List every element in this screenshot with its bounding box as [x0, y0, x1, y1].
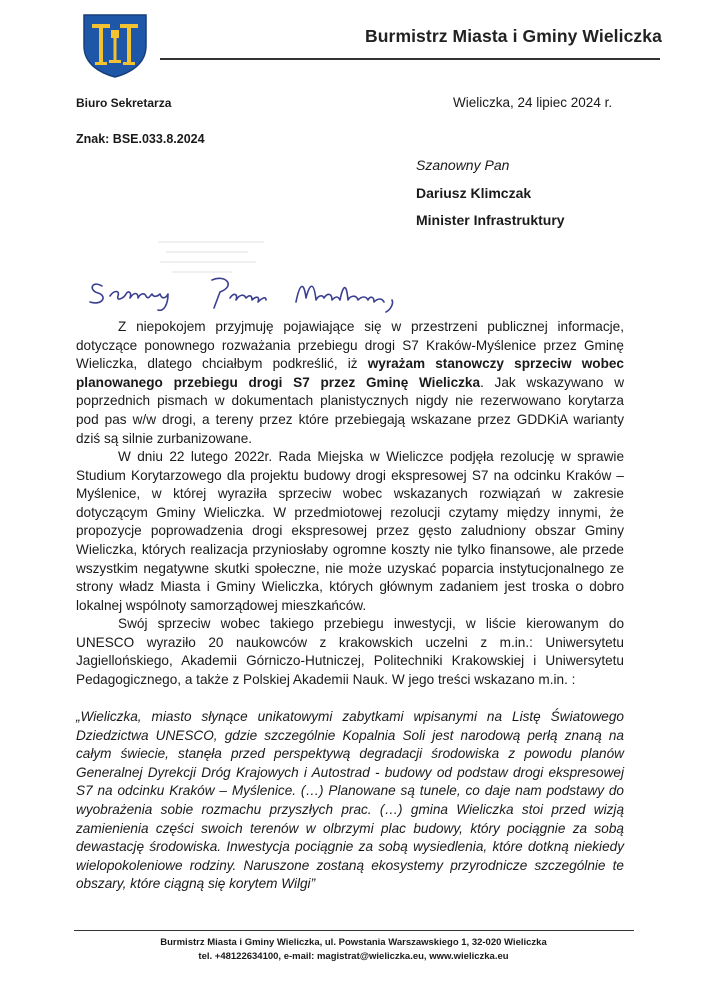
paragraph-3: Swój sprzeciw wobec takiego przebiegu inwestycji, w liście kierowanym do UNESCO wyraziło 20 naukowców z krakowskich uczelni z m.in.: Uniwersytetu Jagiellońskiego, Akademii Górniczo-Hutniczej, Politechniki Krakowskiej i Uniwersytetu Pedagogicznego, a także z Polskiej Akademii Nauk. W jego treści wskazano m.in. :: [76, 616, 624, 687]
footer-address: Burmistrz Miasta i Gminy Wieliczka, ul. Powstania Warszawskiego 1, 32-020 Wieliczka: [160, 937, 547, 948]
handwritten-greeting: [80, 268, 420, 316]
letter-date: Wieliczka, 24 lipiec 2024 r.: [453, 95, 613, 110]
footer-divider: [74, 930, 634, 931]
addressee-title: Minister Infrastruktury: [416, 212, 565, 228]
footer-contact: tel. +48122634100, e-mail: magistrat@wieliczka.eu, www.wieliczka.eu: [198, 951, 509, 962]
addressee-name: Dariusz Klimczak: [416, 185, 532, 201]
addressee-salutation: Szanowny Pan: [416, 157, 510, 173]
paragraph-2: W dniu 22 lutego 2022r. Rada Miejska w Wieliczce podjęła rezolucję w sprawie Studium Korytarzowego dla projektu budowy drogi ekspresowej S7 na odcinku Kraków – Myślenice, w której wyraziła sprzeciw wobec wskazanych rozwiązań w zakresie dotyczącym Gminy Wieliczka. W przedmiotowej rezolucji czytamy między innymi, że propozycje poprowadzenia drogi ekspresowej przez gęsto zaludniony obszar Gminy Wieliczka, których realizacja przyniosłaby ogromne koszty nie tylko finansowe, ale przede wszystkim negatywne skutki społeczne, nie może uzyskać poparcia instytucjonalnego ze strony władz Miasta i Gminy Wieliczka, których głównym zadaniem jest troska o dobro lokalnej wspólnoty samorządowej mieszkańców.: [76, 449, 624, 613]
office-name: Biuro Sekretarza: [76, 96, 172, 110]
coat-of-arms-icon: [80, 12, 150, 78]
unesco-quote: „Wieliczka, miasto słynące unikatowymi zabytkami wpisanymi na Listę Światowego Dziedzictwa UNESCO, gdzie szczególnie Kopalnia Soli jest narodową perłą znaną na całym świecie, stanęła przed perspektywą degradacji środowiska z powodu planów Generalnej Dyrekcji Dróg Krajowych i Autostrad - budowy od podstaw drogi ekspresowej S7 na odcinku Kraków – Myślenice. (…) Planowane są tunele, co daje nam podstawy do wyobrażenia sobie rozmachu przyszłych prac. (…) gmina Wieliczka stoi przed wizją zamienienia części swoich terenów w olbrzymi plac budowy, który pociągnie za sobą dewastację środowiska. Inwestycja pociągnie za sobą wysiedlenia, które dotkną niekiedy wielopokoleniowe rodziny. Naruszone zostaną ekosystemy przyrodnicze szczególnie te obszary, które ciągną się korytem Wilgi”: [76, 709, 624, 892]
header-title: Burmistrz Miasta i Gminy Wieliczka: [365, 26, 662, 46]
paragraph-1-text: Z niepokojem przyjmuję pojawiające się w przestrzeni publicznej informacje, dotyczące ponownego rozważania przebiegu drogi S7 Kraków-Myślenice przez Gminę Wieliczka, dlatego chciałbym podkreślić, iż: [76, 319, 624, 372]
reference-number: Znak: BSE.033.8.2024: [76, 132, 205, 146]
paragraph-1-bold-text: wyrażam stanowczy sprzeciw wobec planowanego przebiegu drogi S7 przez Gminę Wieliczka: [76, 356, 624, 390]
paragraph-1-text-end: . Jak wskazywano w poprzednich pismach w dokumentach planistycznych nigdy nie rezerwowano korytarza pod pas w/w drogi, a tereny przez które przebiegają wskazane przez GDDKiA warianty dziś są silnie zurbanizowane.: [76, 374, 625, 446]
header-divider: [160, 58, 660, 60]
paragraph-1: [76, 318, 624, 448]
